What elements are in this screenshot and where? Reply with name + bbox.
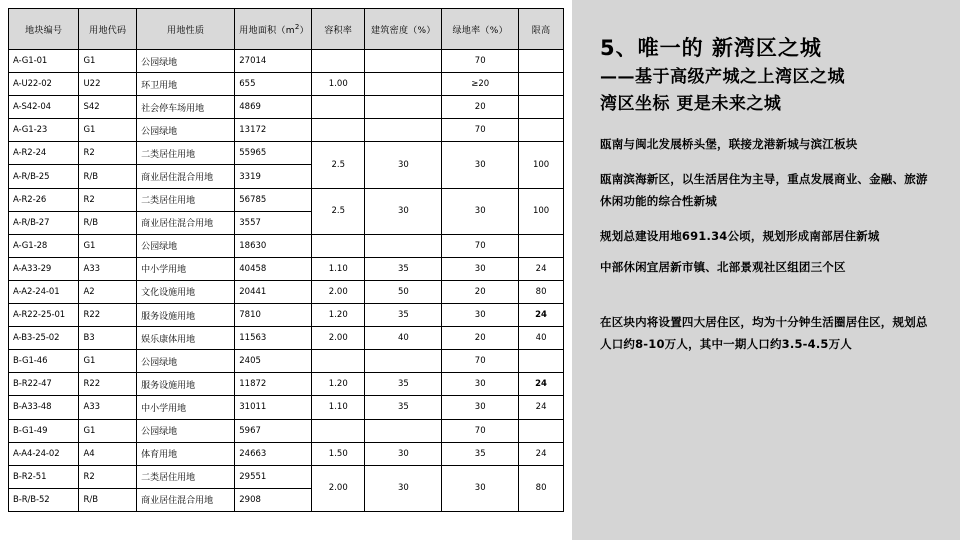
cell-density: 30	[365, 465, 442, 511]
cell-green: 30	[442, 396, 519, 419]
cell-land-nature: 娱乐康体用地	[137, 327, 235, 350]
cell-plot-id: A-G1-23	[9, 119, 79, 142]
cell-land-nature: 公园绿地	[137, 234, 235, 257]
cell-far: 1.10	[312, 396, 365, 419]
cell-land-nature: 公园绿地	[137, 50, 235, 73]
cell-land-area: 29551	[235, 465, 312, 488]
cell-density: 35	[365, 396, 442, 419]
cell-density: 30	[365, 188, 442, 234]
cell-limit	[519, 119, 564, 142]
cell-green: 70	[442, 234, 519, 257]
panel-subtitle-secondary: 湾区坐标 更是未来之城	[600, 94, 782, 115]
cell-land-nature: 社会停车场用地	[137, 96, 235, 119]
cell-far: 1.50	[312, 442, 365, 465]
cell-limit: 80	[519, 280, 564, 303]
cell-plot-id: A-G1-28	[9, 234, 79, 257]
cell-green: 20	[442, 280, 519, 303]
cell-land-area: 4869	[235, 96, 312, 119]
header-building-density: 建筑密度（%）	[365, 9, 442, 50]
cell-density	[365, 96, 442, 119]
panel-title: 5、唯一的 新湾区之城	[600, 36, 822, 60]
cell-land-nature: 服务设施用地	[137, 373, 235, 396]
cell-land-code: R22	[79, 304, 137, 327]
cell-far: 1.20	[312, 373, 365, 396]
cell-density: 35	[365, 304, 442, 327]
cell-green: 35	[442, 442, 519, 465]
cell-land-nature: 文化设施用地	[137, 280, 235, 303]
cell-plot-id: A-G1-01	[9, 50, 79, 73]
cell-density: 40	[365, 327, 442, 350]
cell-limit: 80	[519, 465, 564, 511]
cell-far: 1.00	[312, 73, 365, 96]
cell-density: 35	[365, 257, 442, 280]
cell-plot-id: A-B3-25-02	[9, 327, 79, 350]
cell-limit: 40	[519, 327, 564, 350]
cell-land-nature: 公园绿地	[137, 419, 235, 442]
cell-land-code: R22	[79, 373, 137, 396]
cell-plot-id: B-A33-48	[9, 396, 79, 419]
cell-green: 30	[442, 257, 519, 280]
cell-land-area: 3557	[235, 211, 312, 234]
header-far: 容积率	[312, 9, 365, 50]
cell-far: 2.5	[312, 188, 365, 234]
cell-land-nature: 商业居住混合用地	[137, 211, 235, 234]
cell-land-code: R/B	[79, 211, 137, 234]
cell-land-area: 40458	[235, 257, 312, 280]
cell-plot-id: A-U22-02	[9, 73, 79, 96]
cell-land-code: R/B	[79, 488, 137, 511]
cell-plot-id: B-R22-47	[9, 373, 79, 396]
table-header	[9, 9, 564, 50]
cell-plot-id: A-R2-26	[9, 188, 79, 211]
cell-land-code: A2	[79, 280, 137, 303]
table-row	[9, 142, 564, 165]
cell-far: 2.00	[312, 327, 365, 350]
table-row	[9, 119, 564, 142]
description-panel	[572, 0, 960, 540]
cell-land-area: 31011	[235, 396, 312, 419]
table-row	[9, 234, 564, 257]
cell-density: 30	[365, 142, 442, 188]
cell-land-code: G1	[79, 50, 137, 73]
cell-land-nature: 环卫用地	[137, 73, 235, 96]
cell-far: 2.00	[312, 465, 365, 511]
cell-green: ≥20	[442, 73, 519, 96]
cell-land-code: G1	[79, 119, 137, 142]
cell-limit	[519, 50, 564, 73]
cell-land-code: G1	[79, 419, 137, 442]
cell-far	[312, 234, 365, 257]
cell-land-code: R2	[79, 188, 137, 211]
table-row	[9, 373, 564, 396]
cell-limit	[519, 96, 564, 119]
cell-limit: 24	[519, 373, 564, 396]
cell-green: 70	[442, 119, 519, 142]
cell-limit: 100	[519, 188, 564, 234]
cell-plot-id: A-A2-24-01	[9, 280, 79, 303]
cell-plot-id: B-G1-49	[9, 419, 79, 442]
cell-limit: 24	[519, 442, 564, 465]
cell-density: 50	[365, 280, 442, 303]
cell-limit: 24	[519, 396, 564, 419]
cell-green: 20	[442, 96, 519, 119]
cell-green: 30	[442, 373, 519, 396]
cell-limit	[519, 350, 564, 373]
cell-density	[365, 50, 442, 73]
cell-green: 70	[442, 419, 519, 442]
table-row	[9, 304, 564, 327]
table-row	[9, 96, 564, 119]
table-row	[9, 465, 564, 488]
cell-land-area: 18630	[235, 234, 312, 257]
header-land-area-tail: ）	[299, 25, 309, 36]
panel-subtitle: ——基于高级产城之上湾区之城	[600, 66, 845, 87]
table-row	[9, 73, 564, 96]
cell-land-code: G1	[79, 350, 137, 373]
cell-land-area: 56785	[235, 188, 312, 211]
cell-land-nature: 商业居住混合用地	[137, 165, 235, 188]
cell-land-code: A4	[79, 442, 137, 465]
cell-land-area: 5967	[235, 419, 312, 442]
cell-plot-id: A-R/B-25	[9, 165, 79, 188]
table-row	[9, 327, 564, 350]
cell-limit: 100	[519, 142, 564, 188]
cell-land-code: S42	[79, 96, 137, 119]
panel-paragraph-3: 规划总建设用地691.34公顷，规划形成南部居住新城	[600, 228, 880, 243]
cell-density	[365, 73, 442, 96]
cell-green: 30	[442, 304, 519, 327]
cell-plot-id: A-A4-24-02	[9, 442, 79, 465]
cell-plot-id: A-S42-04	[9, 96, 79, 119]
cell-green: 30	[442, 465, 519, 511]
table-row	[9, 50, 564, 73]
cell-far	[312, 119, 365, 142]
cell-land-code: A33	[79, 257, 137, 280]
cell-density: 35	[365, 373, 442, 396]
table-body	[9, 50, 564, 512]
cell-limit	[519, 73, 564, 96]
panel-paragraph-5: 在区块内将设置四大居住区，均为十分钟生活圈居住区，规划总人口约8-10万人，其中一期人口约3.5-4.5万人	[600, 315, 928, 351]
header-height-limit: 限高	[519, 9, 564, 50]
cell-land-code: R2	[79, 142, 137, 165]
header-land-area-main: 用地面积（m	[239, 25, 295, 36]
cell-far	[312, 350, 365, 373]
cell-land-code: R2	[79, 465, 137, 488]
cell-density	[365, 350, 442, 373]
cell-far: 2.00	[312, 280, 365, 303]
table-row	[9, 396, 564, 419]
cell-density	[365, 419, 442, 442]
cell-land-area: 20441	[235, 280, 312, 303]
cell-far: 2.5	[312, 142, 365, 188]
table-header-row	[9, 9, 564, 50]
header-land-area-sup: 2	[294, 22, 300, 31]
cell-land-code: B3	[79, 327, 137, 350]
cell-land-nature: 二类居住用地	[137, 465, 235, 488]
table-row	[9, 419, 564, 442]
cell-land-code: R/B	[79, 165, 137, 188]
cell-limit: 24	[519, 304, 564, 327]
cell-land-nature: 体育用地	[137, 442, 235, 465]
cell-density	[365, 119, 442, 142]
cell-land-area: 2405	[235, 350, 312, 373]
cell-land-code: U22	[79, 73, 137, 96]
land-use-table	[8, 8, 564, 512]
cell-green: 70	[442, 50, 519, 73]
cell-green: 30	[442, 142, 519, 188]
cell-plot-id: B-R/B-52	[9, 488, 79, 511]
cell-land-area: 2908	[235, 488, 312, 511]
cell-limit	[519, 419, 564, 442]
cell-land-nature: 商业居住混合用地	[137, 488, 235, 511]
header-plot-id: 地块编号	[9, 9, 79, 50]
cell-plot-id: A-R/B-27	[9, 211, 79, 234]
cell-plot-id: B-R2-51	[9, 465, 79, 488]
cell-land-area: 13172	[235, 119, 312, 142]
cell-land-nature: 二类居住用地	[137, 188, 235, 211]
cell-land-area: 3319	[235, 165, 312, 188]
cell-land-area: 655	[235, 73, 312, 96]
cell-far	[312, 50, 365, 73]
cell-green: 20	[442, 327, 519, 350]
panel-paragraph-1: 瓯南与闽北发展桥头堡，联接龙港新城与滨江板块	[600, 136, 858, 151]
header-green-ratio: 绿地率（%）	[442, 9, 519, 50]
cell-land-area: 55965	[235, 142, 312, 165]
table-row	[9, 350, 564, 373]
cell-green: 70	[442, 350, 519, 373]
header-land-area	[235, 9, 312, 50]
header-land-nature: 用地性质	[137, 9, 235, 50]
cell-land-nature: 公园绿地	[137, 119, 235, 142]
panel-paragraph-4: 中部休闲宜居新市镇、北部景观社区组团三个区	[600, 260, 846, 275]
cell-land-nature: 公园绿地	[137, 350, 235, 373]
cell-green: 30	[442, 188, 519, 234]
cell-far: 1.10	[312, 257, 365, 280]
table-row	[9, 442, 564, 465]
cell-plot-id: A-A33-29	[9, 257, 79, 280]
cell-land-nature: 中小学用地	[137, 396, 235, 419]
cell-land-area: 24663	[235, 442, 312, 465]
cell-land-nature: 二类居住用地	[137, 142, 235, 165]
cell-land-nature: 服务设施用地	[137, 304, 235, 327]
header-land-code: 用地代码	[79, 9, 137, 50]
cell-plot-id: A-R2-24	[9, 142, 79, 165]
cell-far: 1.20	[312, 304, 365, 327]
panel-paragraph-2: 瓯南滨海新区，以生活居住为主导，重点发展商业、金融、旅游休闲功能的综合性新城	[600, 172, 928, 208]
cell-land-area: 7810	[235, 304, 312, 327]
table-row	[9, 280, 564, 303]
cell-limit	[519, 234, 564, 257]
cell-land-code: G1	[79, 234, 137, 257]
cell-land-area: 11872	[235, 373, 312, 396]
cell-land-area: 27014	[235, 50, 312, 73]
cell-far	[312, 419, 365, 442]
cell-far	[312, 96, 365, 119]
cell-land-area: 11563	[235, 327, 312, 350]
cell-land-code: A33	[79, 396, 137, 419]
cell-land-nature: 中小学用地	[137, 257, 235, 280]
cell-limit: 24	[519, 257, 564, 280]
table-row	[9, 257, 564, 280]
table-row	[9, 188, 564, 211]
cell-density: 30	[365, 442, 442, 465]
cell-density	[365, 234, 442, 257]
cell-plot-id: A-R22-25-01	[9, 304, 79, 327]
cell-plot-id: B-G1-46	[9, 350, 79, 373]
